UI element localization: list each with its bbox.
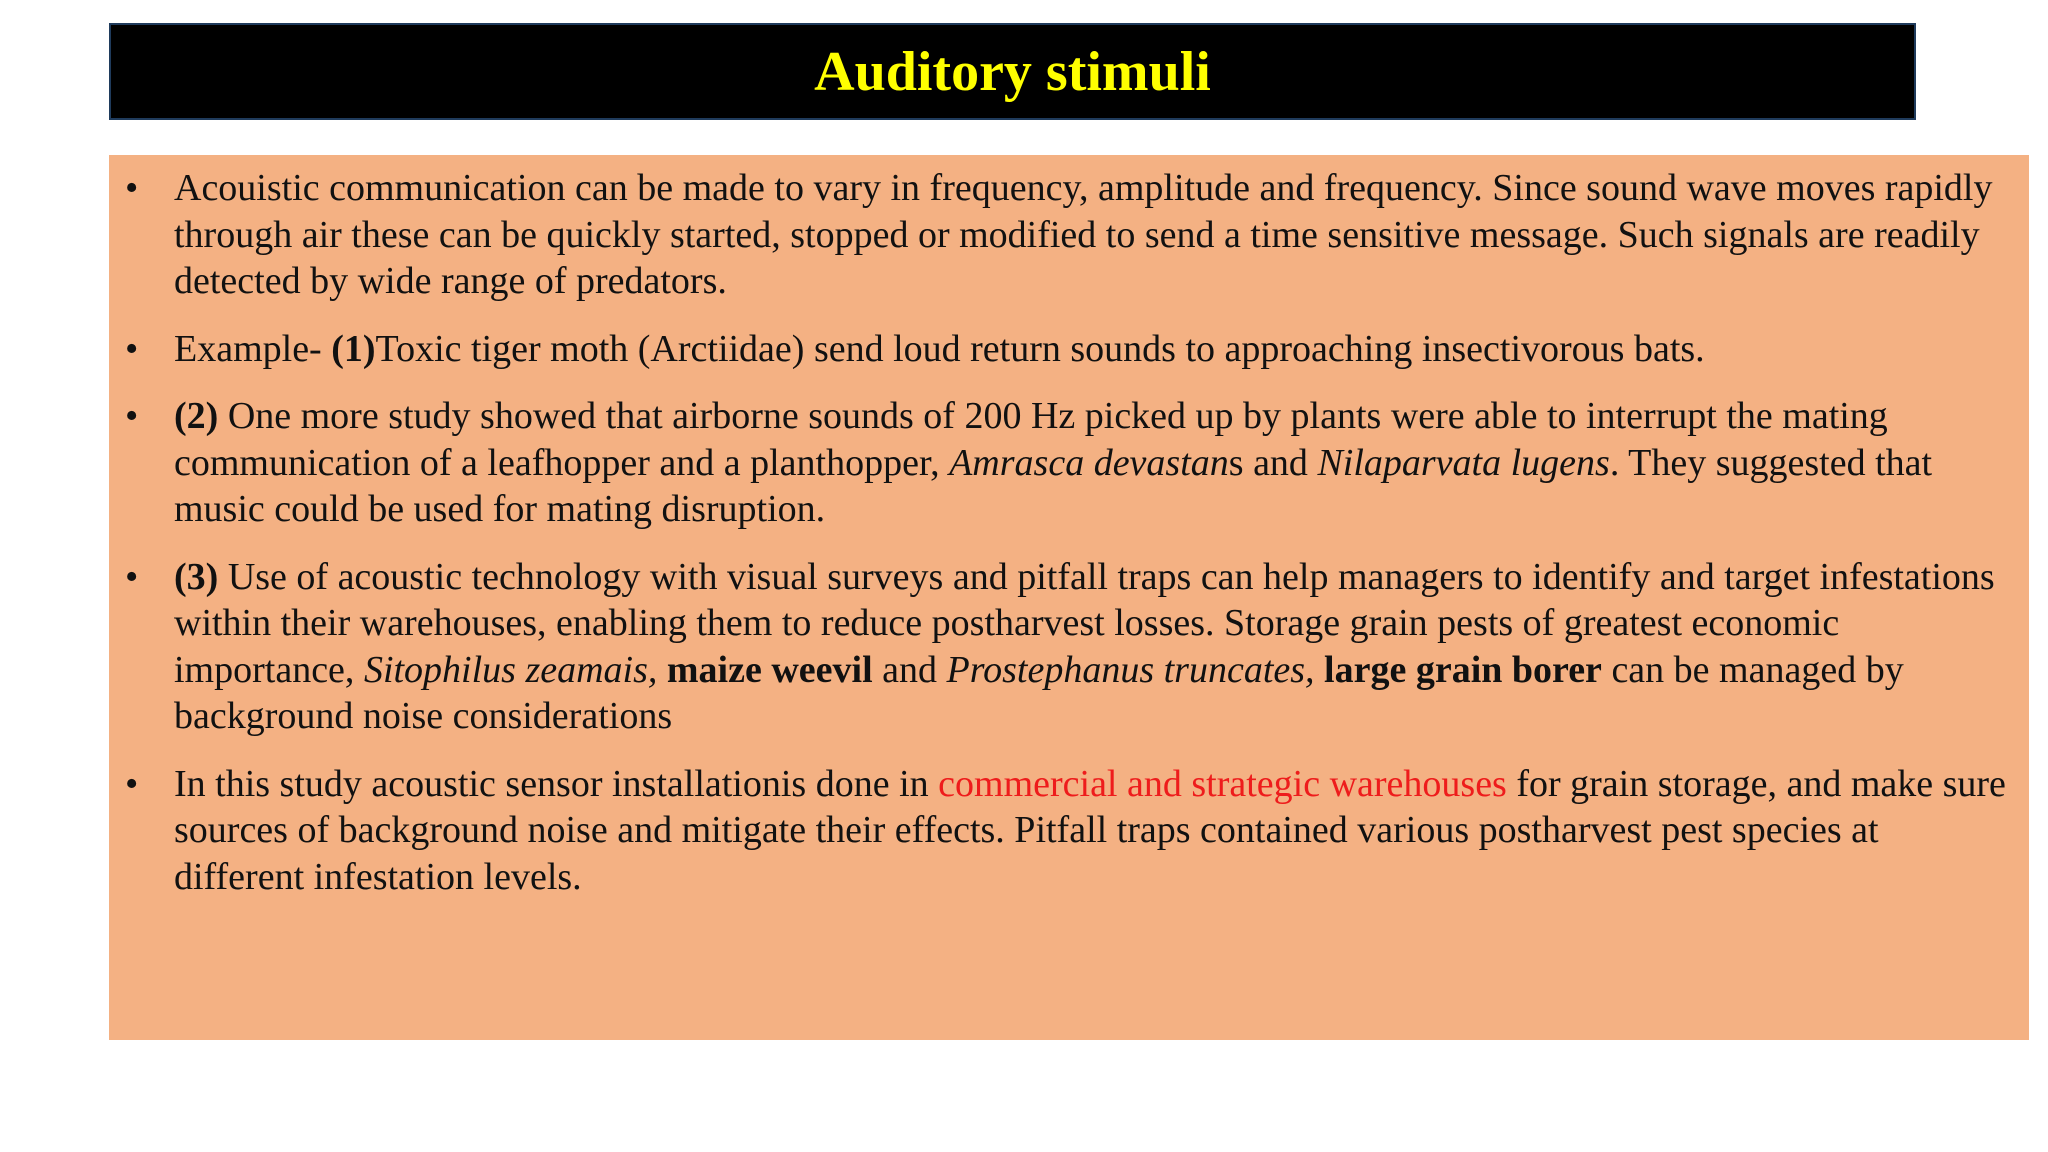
example-number: (3) bbox=[174, 555, 219, 598]
species-name: Amrasca devastan bbox=[949, 441, 1229, 484]
common-name: maize weevil bbox=[657, 648, 873, 691]
bullet-dot: • bbox=[125, 167, 139, 209]
slide-content-box bbox=[109, 155, 2029, 1040]
bullet-text-b: for grain storage, and make sure sources of background noise and mitigate their effects. Pitfall traps contained various postharvest pest species at different infestation levels. bbox=[174, 762, 2006, 898]
bullet-list bbox=[125, 165, 2013, 900]
bullet-text-a: One more study showed that airborne sounds of 200 Hz picked up by plants were able to interrupt the mating communication of a leafhopper and a planthopper, bbox=[174, 395, 1888, 484]
example-number: (1) bbox=[331, 327, 376, 370]
species-name: Nilaparvata lugens bbox=[1317, 441, 1610, 484]
bullet-dot: • bbox=[125, 395, 139, 437]
bullet-text-a: Use of acoustic technology with visual surveys and pitfall traps can help managers to identify and target infestations within their warehouses, enabling them to reduce postharvest losses. Storage grain pests of greatest economic importance, bbox=[174, 555, 1995, 691]
bullet-example-2 bbox=[125, 393, 2013, 533]
bullet-dot: • bbox=[125, 762, 139, 805]
species-name: Prostephanus truncates, bbox=[946, 648, 1315, 691]
bullet-example-1 bbox=[125, 326, 2013, 373]
bullet-study bbox=[125, 761, 2013, 901]
bullet-example-3 bbox=[125, 554, 2013, 740]
highlighted-text: commercial and strategic warehouses bbox=[938, 762, 1507, 805]
slide-title-bar bbox=[109, 23, 1916, 120]
example-number: (2) bbox=[174, 395, 219, 437]
bullet-text: Acouistic communication can be made to vary in frequency, amplitude and frequency. Since sound wave moves rapidly through air these can be quickly started, stopped or modified to send a time sensitive message. Such signals are readily detected by wide range of predators. bbox=[174, 167, 1993, 302]
bullet-text-b: s and bbox=[1228, 441, 1318, 484]
species-name: Sitophilus zeamais, bbox=[363, 648, 658, 691]
bullet-text: Toxic tiger moth (Arctiidae) send loud return sounds to approaching insectivorous bats. bbox=[375, 327, 1705, 370]
bullet-text-b: and bbox=[872, 648, 947, 691]
slide-title: Auditory stimuli bbox=[814, 40, 1211, 103]
bullet-acoustic-intro bbox=[125, 165, 2013, 305]
bullet-dot: • bbox=[125, 555, 139, 598]
bullet-text-a: In this study acoustic sensor installationis done in bbox=[174, 762, 939, 805]
bullet-text-c: . They suggested that music could be used for mating disruption. bbox=[174, 441, 1933, 530]
bullet-dot: • bbox=[125, 327, 139, 370]
example-prefix: Example- bbox=[174, 327, 332, 370]
common-name: large grain borer bbox=[1314, 648, 1602, 691]
bullet-text-c: can be managed by background noise considerations bbox=[174, 648, 1904, 737]
